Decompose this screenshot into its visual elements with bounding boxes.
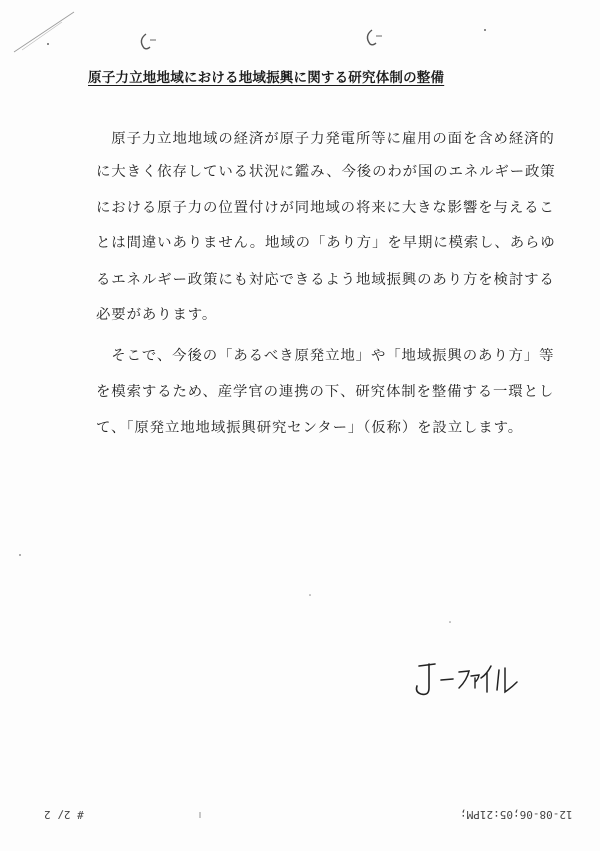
fax-footer-right: [460, 808, 573, 821]
handwritten-note: [405, 658, 525, 708]
fax-footer-left: [44, 808, 84, 821]
body-line-5: るエネルギー政策にも対応できるよう地域振興のあり方を検討する: [96, 272, 555, 288]
body-line-8: を模索するため、産学官の連携の下、研究体制を整備する一環とし: [96, 384, 555, 400]
body-line-1: 原子力立地地域の経済が原子力発電所等に雇用の面を含め経済的: [96, 131, 555, 147]
punch-hole-mark-right: [367, 30, 376, 45]
fax-page-count: # 2/ 2: [44, 808, 84, 821]
body-line-4: とは間違いありません。地域の「あり方」を早期に模索し、あらゆ: [96, 235, 556, 251]
body-line-6: 必要があります。: [96, 307, 218, 323]
punch-hole-mark-left: [141, 34, 150, 49]
scan-streak: [22, 22, 62, 50]
body-line-3: における原子力の位置付けが同地域の将来に大きな影響を与えるこ: [96, 200, 555, 216]
document-title: 原子力立地地域における地域振興に関する研究体制の整備: [88, 70, 445, 86]
scan-streak: [14, 12, 74, 52]
body-line-7: そこで、今後の「あるべき原発立地」や「地域振興のあり方」等: [96, 348, 555, 364]
fax-timestamp: 12-08-06;05:21PM;: [460, 808, 573, 821]
body-line-9: て、「原発立地地域振興研究センター」（仮称）を設立します。: [96, 420, 524, 436]
body-line-2: に大きく依存している状況に鑑み、今後のわが国のエネルギー政策: [96, 164, 556, 180]
